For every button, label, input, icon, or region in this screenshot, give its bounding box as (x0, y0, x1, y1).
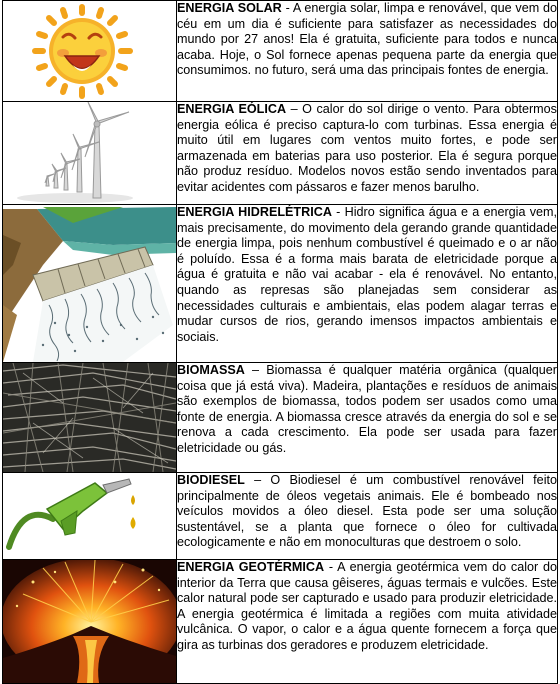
geotermica-image-cell (3, 560, 177, 684)
row-text: O calor do sol dirige o vento. Para obtermos energia eólica é preciso captura-lo com turbinas. Essa energia é muito útil em lugares com ventos muito fortes, e pode ser armazenada em baterias para uso posterior. Ela é segura porque não produz resíduo. Modelos novos estão sendo inventados para evitar acidentes com pássaros e fazer menos barulho. (177, 102, 557, 194)
twigs-pile-icon (3, 363, 176, 472)
geotermica-text-cell (177, 560, 558, 684)
row-separator: – (286, 102, 303, 116)
table-row (3, 102, 558, 205)
fuel-nozzle-icon (3, 473, 176, 559)
biodiesel-text-cell (177, 473, 558, 560)
biomassa-text-cell (177, 363, 558, 473)
volcano-eruption-icon (3, 560, 176, 683)
row-text: O Biodiesel é um combustível renovável feito principalmente de óleos vegetais animais. Ele é bombeado nos veículos movidos a óleo diesel. Esta pode ser uma solução sustentável, se a planta que fornece o óleo for cultivada ecologicamente e não em monoculturas que destroem o solo. (177, 473, 557, 550)
table-row (3, 205, 558, 363)
table-row (3, 473, 558, 560)
table-row (3, 1, 558, 102)
row-separator: - (281, 1, 293, 15)
dam-icon (3, 205, 176, 362)
row-title: BIODIESEL (177, 473, 245, 487)
eolica-text-cell (177, 102, 558, 205)
row-text: A energia geotérmica vem do calor do interior da Terra que causa gêiseres, águas termais e vulcões. Este calor natural pode ser capturado e usado para produzir eletricidade. A energia geotérmica é limitada a regiões com muita atividade vulcânica. O vapor, o calor e a água quente fornecem a força que gira as turbinas dos geradores e produzem eletricidade. (177, 560, 557, 652)
row-separator: - (331, 205, 345, 219)
energy-sources-table (2, 0, 558, 684)
table-row (3, 560, 558, 684)
row-title: ENERGIA GEOTÉRMICA (177, 560, 325, 574)
biodiesel-image-cell (3, 473, 177, 560)
row-separator: – (244, 473, 271, 487)
row-title: ENERGIA EÓLICA (177, 102, 287, 116)
solar-text-cell (177, 1, 558, 102)
row-text: A energia solar, limpa e renovável, que vem do céu em um dia é suficiente para satisfazer as necessidades do mundo por 27 anos! Ela é gratuita, suficiente para todos e nunca acaba. Hoje, o Sol fornece apenas pequena parte da energia que consumimos. no futuro, será uma das principais fontes de energia. (177, 1, 557, 78)
row-title: ENERGIA SOLAR (177, 1, 282, 15)
biomassa-image-cell (3, 363, 177, 473)
row-separator: – (244, 363, 267, 377)
hidreletrica-text-cell (177, 205, 558, 363)
wind-turbines-icon (3, 102, 176, 204)
smiling-sun-icon (3, 1, 176, 101)
row-title: BIOMASSA (177, 363, 245, 377)
row-text: Biomassa é qualquer matéria orgânica (qualquer coisa que já está viva). Madeira, plantações e resíduos de animais são exemplos de biomassa, todos podem ser usados como uma fonte de energia. A biomassa cresce através da energia do sol e se renova a cada crescimento. Ela pode ser usada para fazer eletricidade ou gás. (177, 363, 557, 455)
table-row (3, 363, 558, 473)
hidreletrica-image-cell (3, 205, 177, 363)
row-separator: - (324, 560, 338, 574)
solar-image-cell (3, 1, 177, 102)
row-title: ENERGIA HIDRELÉTRICA (177, 205, 332, 219)
eolica-image-cell (3, 102, 177, 205)
row-text: Hidro significa água e a energia vem, mais precisamente, do movimento dela gerando grande quantidade de energia limpa, pois nenhum combustível é queimado e o ar não é poluído. Essa é a forma mais barata de eletricidade porque a água é gratuita e não vai acabar - ela é renovável. No entanto, quando as represas são planejadas sem considerar as necessidades culturais e ambientais, elas podem alagar terras e mudar cursos de rios, gerando imensos impactos ambientais e sociais. (177, 205, 557, 344)
